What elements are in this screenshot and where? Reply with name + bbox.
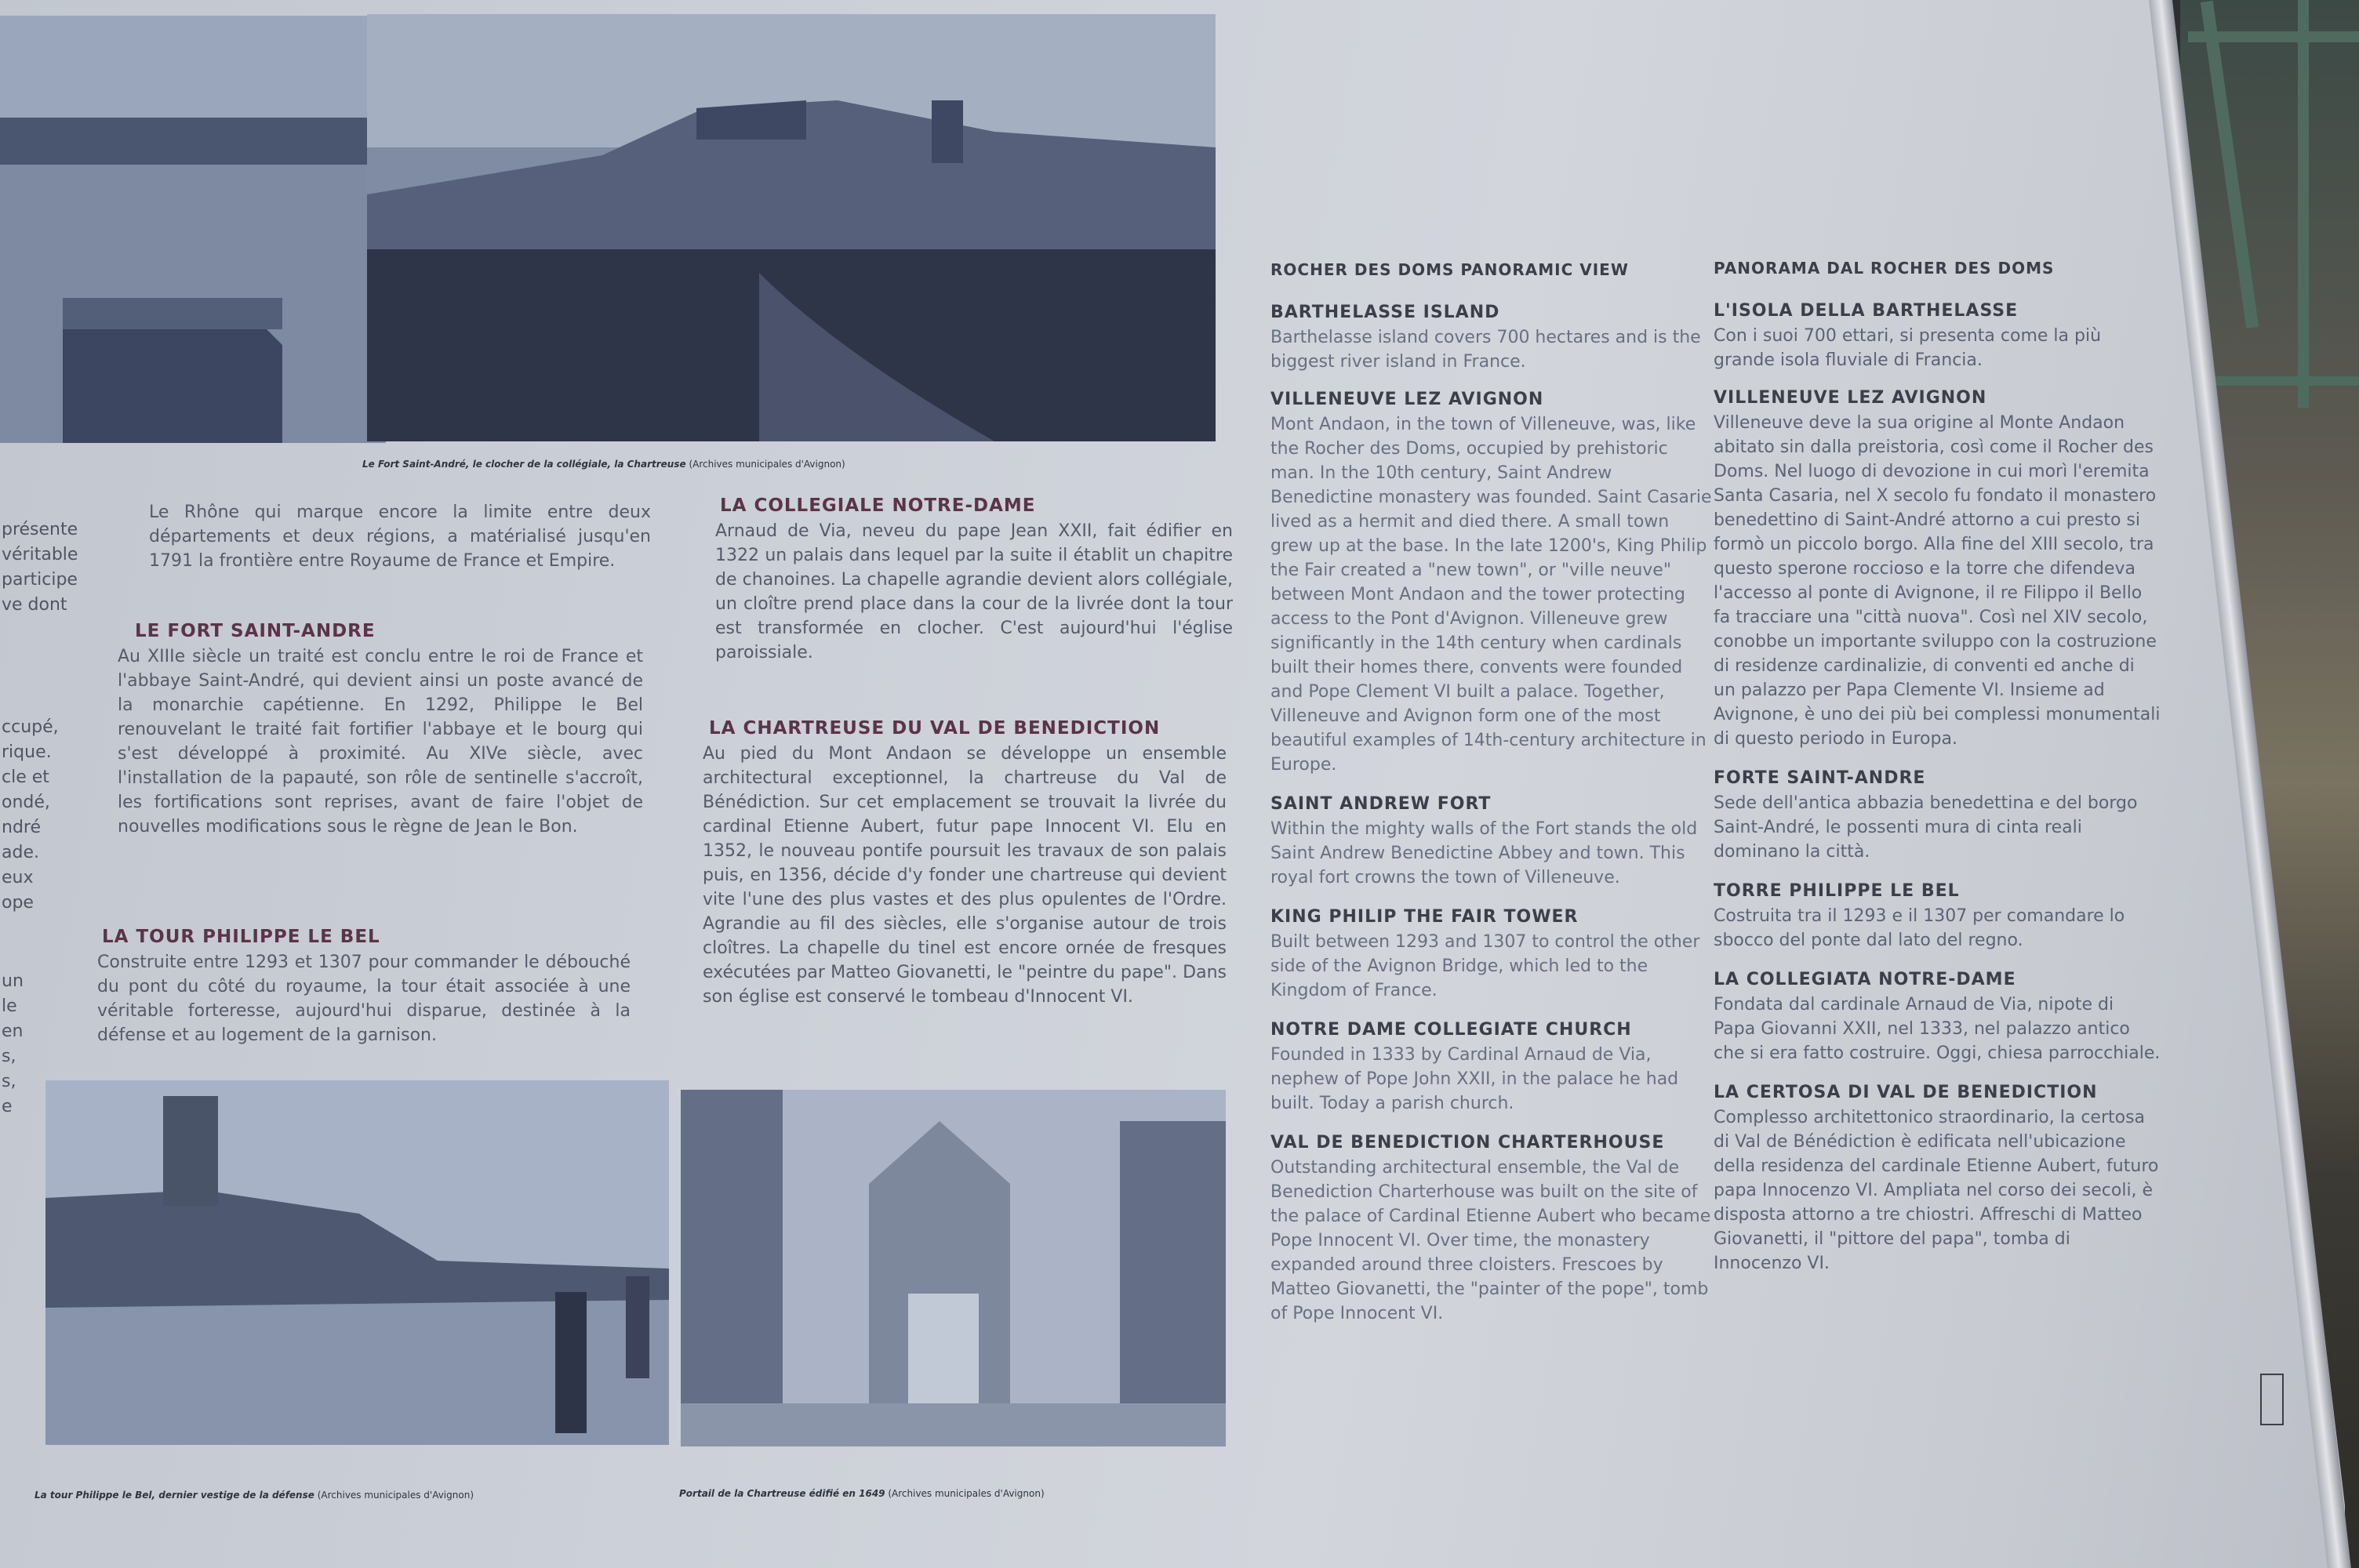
left-fragment-2	[2, 715, 59, 916]
left-fragment-3	[2, 969, 24, 1120]
caption-title: La tour Philippe le Bel, dernier vestige de la défense	[35, 1490, 314, 1501]
en-charterhouse-text: Outstanding architectural ensemble, the Val de Benediction Charterhouse was built on the site of the palace of Cardinal Etienne Aubert who became Pope Innocent VI. Over time, the monastery expanded around three cloisters. Frescoes by Matteo Giovanetti, the "painter of the pope", tomb of Pope Innocent VI.	[1270, 1158, 1711, 1323]
photo-rhone-river	[0, 16, 386, 443]
english-column	[1270, 260, 1714, 1360]
it-certosa	[1714, 1083, 2161, 1276]
fragment-line: ope	[2, 893, 34, 913]
fragment-line: présente	[2, 520, 78, 539]
fragment-line: le	[2, 996, 17, 1016]
en-barthelasse-heading: BARTHELASSE ISLAND	[1270, 303, 1500, 322]
it-certosa-heading: LA CERTOSA DI VAL DE BENEDICTION	[1714, 1083, 2098, 1102]
en-collegiate-heading: NOTRE DAME COLLEGIATE CHURCH	[1270, 1020, 1632, 1040]
en-collegiate	[1270, 1020, 1714, 1116]
italian-header: PANORAMA DAL ROCHER DES DOMS	[1714, 259, 2055, 278]
french-tour-section	[97, 927, 631, 1047]
caption-bottom-center-photo	[679, 1488, 1045, 1499]
en-collegiate-text: Founded in 1333 by Cardinal Arnaud de Via, nephew of Pope John XXII, in the palace he had built. Today a parish church.	[1270, 1045, 1679, 1113]
en-barthelasse-text: Barthelasse island covers 700 hectares and is the biggest river island in France.	[1270, 328, 1701, 372]
it-barthelasse-text: Con i suoi 700 ettari, si presenta come la più grande isola fluviale di Francia.	[1714, 326, 2102, 370]
fragment-line: cle et	[2, 768, 49, 787]
fort-heading: LE FORT SAINT-ANDRE	[135, 621, 376, 641]
fragment-line: eux	[2, 868, 34, 887]
it-torre-text: Costruita tra il 1293 e il 1307 per comandare lo sbocco del ponte dal lato del regno.	[1714, 906, 2125, 950]
en-fort-heading: SAINT ANDREW FORT	[1270, 794, 1492, 814]
caption-title: Portail de la Chartreuse édifié en 1649	[679, 1488, 885, 1499]
it-torre	[1714, 881, 2161, 953]
railing-bar	[2204, 376, 2359, 386]
en-tower-heading: KING PHILIP THE FAIR TOWER	[1270, 907, 1579, 927]
fragment-line: s,	[2, 1047, 16, 1066]
french-fort-section	[118, 621, 643, 839]
fragment-line: ndré	[2, 818, 42, 837]
fragment-line: ccupé,	[2, 717, 59, 737]
it-forte-text: Sede dell'antica abbazia benedettina e del borgo Saint-André, le possenti mura di cinta reali dominano la città.	[1714, 793, 2138, 862]
en-fort	[1270, 794, 1714, 890]
manufacturer-logo	[2260, 1374, 2284, 1425]
fragment-line: rique.	[2, 742, 52, 762]
french-column-left	[110, 500, 651, 573]
fragment-line: un	[2, 971, 24, 991]
it-torre-heading: TORRE PHILIPPE LE BEL	[1714, 881, 1960, 901]
french-chartreuse-section	[703, 718, 1227, 1009]
fragment-line: ve dont	[2, 595, 67, 615]
tour-text: Construite entre 1293 et 1307 pour commander le débouché du pont du côté du royaume, la tour était associée à une véritable forteresse, aujourd'hui disparue, destinée à la défense et au logement de la garnison.	[97, 953, 631, 1045]
it-certosa-text: Complesso architettonico straordinario, la certosa di Val de Bénédiction è edificata nell'ubicazione della residenza del cardinale Etienne Aubert, futuro papa Innocenzo VI. Ampliata nel corso dei secoli, è disposta attorno a tre chiostri. Affreschi di Matteo Giovanetti, il "pittore del papa", tomba di Innocenzo VI.	[1714, 1108, 2159, 1273]
photo-fort-saint-andre	[367, 14, 1216, 441]
en-tower	[1270, 907, 1714, 1003]
en-barthelasse	[1270, 303, 1714, 374]
it-villeneuve-heading: VILLENEUVE LEZ AVIGNON	[1714, 388, 1987, 408]
it-forte-heading: FORTE SAINT-ANDRE	[1714, 768, 1926, 788]
french-collegiale-section	[715, 495, 1233, 665]
tour-heading: LA TOUR PHILIPPE LE BEL	[102, 927, 380, 947]
en-villeneuve-text: Mont Andaon, in the town of Villeneuve, was, like the Rocher des Doms, occupied by prehistoric man. In the 10th century, Saint Andrew Benedictine monastery was founded. Saint Casarie lived as a hermit and died there. A small town grew up at the base. In the late 1200's, King Philip the Fair created a "new town", or "ville neuve" between Mont Andaon and the tower protecting access to the Pont d'Avignon. Villeneuve grew significantly in the 14th century when cardinals built their homes there, convents were founded and Pope Clement VI built a palace. Together, Villeneuve and Avignon form one of the most beautiful examples of 14th-century architecture in Europe.	[1270, 415, 1712, 775]
chartreuse-heading: LA CHARTREUSE DU VAL DE BENEDICTION	[709, 718, 1161, 739]
collegiale-heading: LA COLLEGIALE NOTRE-DAME	[720, 495, 1036, 516]
fragment-line: en	[2, 1022, 24, 1041]
it-collegiata	[1714, 970, 2161, 1065]
it-villeneuve-text: Villeneuve deve la sua origine al Monte Andaon abitato sin dalla preistoria, così come il Rocher des Doms. Nel luogo di devozione in cui morì l'eremita Santa Casaria, nel X secolo fu fondato il monastero benedettino di Saint-André attorno a cui presto si formò un piccolo borgo. Alla fine del XIII secolo, tra questo sperone roccioso e la torre che difendeva l'accesso al ponte di Avignone, il re Filippo il Bello fa tracciare una "città nuova". Così nel XIV secolo, conobbe un importante sviluppo con la costruzione di residenze cardinalizie, di conventi ed anche di un palazzo per Papa Clemente VI. Insieme ad Avignone, è uno dei più bei complessi monumentali di questo periodo in Europa.	[1714, 413, 2161, 749]
fragment-line: e	[2, 1097, 13, 1116]
caption-top-photo	[362, 459, 845, 470]
caption-bottom-left-photo	[35, 1490, 474, 1501]
it-barthelasse-heading: L'ISOLA DELLA BARTHELASSE	[1714, 301, 2019, 321]
fragment-line: véritable	[2, 545, 78, 564]
en-tower-text: Built between 1293 and 1307 to control the other side of the Avignon Bridge, which led to the Kingdom of France.	[1270, 932, 1700, 1000]
it-barthelasse	[1714, 301, 2161, 372]
en-charterhouse-heading: VAL DE BENEDICTION CHARTERHOUSE	[1270, 1133, 1665, 1152]
photo-tour-philippe-le-bel	[45, 1080, 669, 1445]
english-header: ROCHER DES DOMS PANORAMIC VIEW	[1270, 260, 1629, 279]
fragment-line: participe	[2, 570, 78, 590]
en-fort-text: Within the mighty walls of the Fort stands the old Saint Andrew Benedictine Abbey and town. This royal fort crowns the town of Villeneuve.	[1270, 819, 1698, 887]
collegiale-text: Arnaud de Via, neveu du pape Jean XXII, fait édifier en 1322 un palais dans lequel par la suite il établit un chapitre de chanoines. La chapelle agrandie devient alors collégiale, un cloître prend place dans la cour de la livrée dont la tour est transformée en clocher. C'est aujourd'hui l'église paroissiale.	[715, 521, 1233, 662]
fragment-line: ondé,	[2, 793, 50, 812]
railing-post	[2298, 0, 2309, 408]
en-villeneuve-heading: VILLENEUVE LEZ AVIGNON	[1270, 390, 1544, 409]
caption-source: (Archives municipales d'Avignon)	[317, 1490, 474, 1501]
it-villeneuve	[1714, 388, 2161, 751]
fort-text: Au XIIIe siècle un traité est conclu entre le roi de France et l'abbaye Saint-André, qui devient ainsi un poste avancé de la monarchie capétienne. En 1292, Philippe le Bel renouvelant le traité fait fortifier l'abbaye et le bourg qui s'est développé à proximité. Au XIVe siècle, avec l'installation de la papauté, son rôle de sentinelle s'accroît, les fortifications sont reprises, avant de faire l'objet de nouvelles modifications sous le règne de Jean le Bon.	[118, 647, 643, 837]
fragment-line: s,	[2, 1072, 16, 1091]
caption-source: (Archives municipales d'Avignon)	[689, 459, 845, 470]
it-collegiata-heading: LA COLLEGIATA NOTRE-DAME	[1714, 970, 2016, 989]
chartreuse-text: Au pied du Mont Andaon se développe un ensemble architectural exceptionnel, la chartreuse du Val de Bénédiction. Sur cet emplacement se trouvait la livrée du cardinal Etienne Aubert, futur pape Innocent VI. Elu en 1352, le nouveau pontife poursuit les travaux de son palais puis, en 1356, décide d'y fonder une chartreuse qui devient vite l'une des plus vastes et des plus opulentes de l'Ordre. Agrandie au fil des siècles, elle s'organise autour de trois cloîtres. La chapelle du tinel est encore ornée de fresques exécutées par Matteo Giovanetti, le "peintre du pape". Dans son église est conservé le tombeau d'Innocent VI.	[703, 744, 1227, 1007]
it-collegiata-text: Fondata dal cardinale Arnaud de Via, nipote di Papa Giovanni XXII, nel 1333, nel palazzo antico che si era fatto costruire. Oggi, chiesa parrocchiale.	[1714, 995, 2161, 1063]
it-forte	[1714, 768, 2161, 864]
left-fragment-1	[2, 517, 78, 618]
railing-bar	[2188, 31, 2359, 42]
fragment-line: ade.	[2, 843, 39, 862]
caption-title: Le Fort Saint-André, le clocher de la collégiale, la Chartreuse	[362, 459, 686, 470]
en-charterhouse	[1270, 1133, 1714, 1326]
caption-source: (Archives municipales d'Avignon)	[888, 1488, 1045, 1499]
en-villeneuve	[1270, 390, 1714, 777]
intro-text: Le Rhône qui marque encore la limite entre deux départements et deux régions, a matérialisé jusqu'en 1791 la frontière entre Royaume de France et Empire.	[149, 503, 651, 571]
italian-column	[1714, 259, 2161, 1310]
photo-chartreuse-portal	[681, 1090, 1226, 1446]
